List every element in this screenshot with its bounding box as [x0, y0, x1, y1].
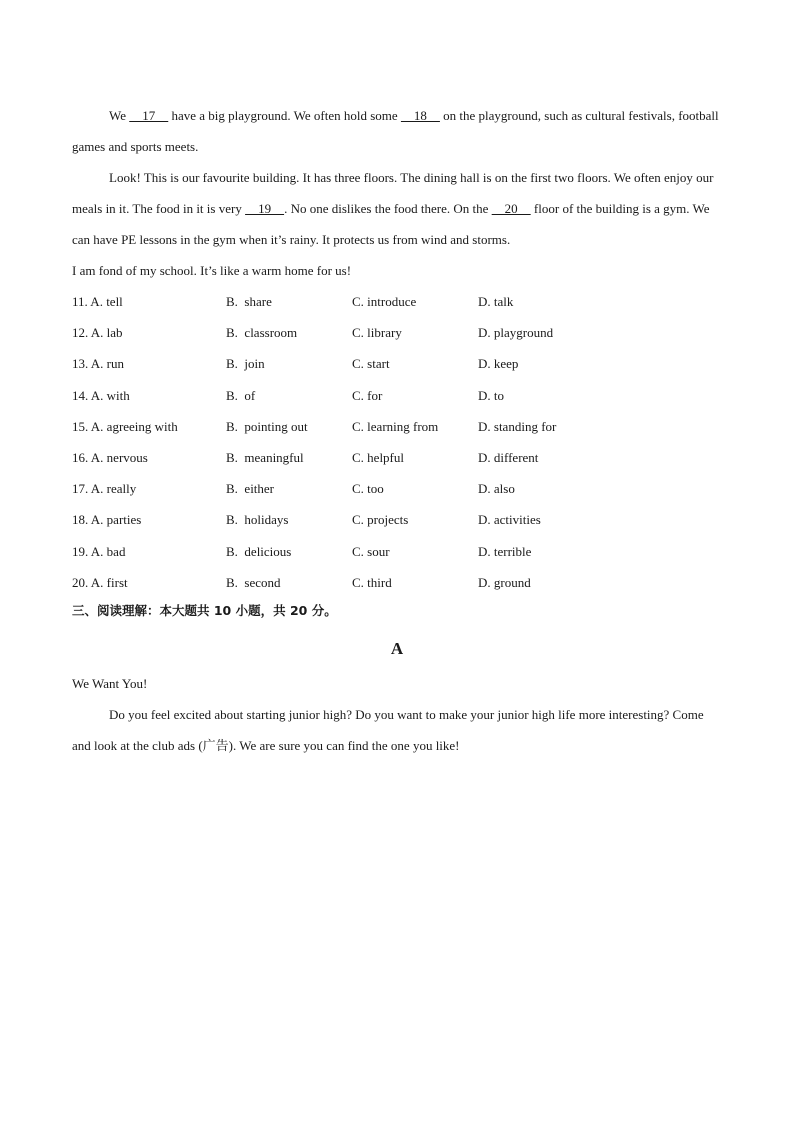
- option-row-15: [72, 411, 722, 442]
- option-row-11: [72, 286, 722, 317]
- passage-paragraph-2: [72, 162, 722, 255]
- blank-19: 19: [245, 201, 285, 216]
- option-a: 17. A. really: [72, 481, 137, 497]
- option-c: C. start: [352, 356, 390, 372]
- option-a: 19. A. bad: [72, 543, 126, 559]
- option-c: C. for: [352, 387, 383, 403]
- passage-intro: Do you feel excited about starting junior high? Do you want to make your junior high life more interesting? Come and look at the club ads (广告). We are sure you can find the one you like!: [72, 706, 704, 753]
- option-d: D. talk: [478, 294, 514, 309]
- option-row-14: [72, 380, 722, 411]
- option-d: D. activities: [478, 512, 541, 528]
- option-d: D. also: [478, 481, 515, 497]
- blank-20: 20: [491, 201, 531, 216]
- option-b: B. join: [226, 356, 265, 372]
- option-b: B. meaningful: [226, 449, 304, 465]
- passage-paragraph-3: I am fond of my school. It’s like a warm home for us!: [72, 263, 352, 278]
- option-d: D. playground: [478, 325, 554, 341]
- option-c: C. helpful: [352, 449, 404, 465]
- option-d: D. to: [478, 387, 504, 403]
- option-row-13: [72, 348, 722, 379]
- option-b: B. holidays: [226, 512, 289, 528]
- passage-paragraph-1: [72, 100, 722, 162]
- option-row-18: [72, 504, 722, 535]
- option-c: C. projects: [352, 512, 409, 528]
- blank-18: 18: [400, 108, 440, 123]
- option-a: 12. A. lab: [72, 325, 123, 341]
- document-page: [72, 100, 722, 761]
- text-run: We: [109, 108, 130, 123]
- option-b: B. delicious: [226, 543, 292, 559]
- option-b: B. either: [226, 481, 275, 497]
- option-a: 14. A. with: [72, 387, 130, 403]
- option-a: 11. A. tell: [72, 294, 123, 309]
- option-d: D. different: [478, 449, 539, 465]
- passage-letter: A: [390, 638, 404, 658]
- options-list: [72, 286, 722, 598]
- option-d: D. standing for: [478, 418, 557, 434]
- blank-17: 17: [129, 108, 169, 123]
- option-c: C. too: [352, 481, 384, 497]
- option-c: C. learning from: [352, 418, 439, 434]
- option-a: 16. A. nervous: [72, 449, 148, 465]
- text-run: . No one dislikes the food there. On the: [284, 201, 492, 216]
- passage-title: We Want You!: [72, 675, 148, 691]
- option-b: B. classroom: [226, 325, 298, 341]
- option-b: B. second: [226, 574, 281, 590]
- section-heading: 三、阅读理解：本大题共 10 小题，共 20 分。: [72, 602, 337, 618]
- option-row-16: [72, 442, 722, 473]
- option-b: B. pointing out: [226, 418, 308, 434]
- option-row-20: [72, 567, 722, 598]
- option-c: C. third: [352, 574, 392, 590]
- option-row-17: [72, 473, 722, 504]
- option-a: 20. A. first: [72, 574, 128, 590]
- option-a: 13. A. run: [72, 356, 124, 372]
- option-b: B. of: [226, 387, 256, 403]
- option-row-12: [72, 317, 722, 348]
- text-run: floor of the building is a gym. We can have PE lessons in the gym when it’s rainy. It protects us from wind and storms.: [72, 201, 710, 247]
- text-run: have a big playground. We often hold some: [168, 108, 401, 123]
- option-c: C. library: [352, 325, 402, 341]
- option-d: D. keep: [478, 356, 519, 372]
- text-run: Look! This is our favourite building. It has three floors. The dining hall is on the first two floors. We often enjoy our meals in it. The food in it is very: [72, 170, 714, 216]
- option-row-19: [72, 536, 722, 567]
- option-c: C. introduce: [352, 294, 417, 309]
- option-d: D. terrible: [478, 543, 532, 559]
- option-a: 15. A. agreeing with: [72, 418, 178, 434]
- text-run: on the playground, such as cultural festivals, football games and sports meets.: [72, 108, 719, 154]
- option-b: B. share: [226, 294, 272, 309]
- option-a: 18. A. parties: [72, 512, 142, 528]
- option-c: C. sour: [352, 543, 390, 559]
- option-d: D. ground: [478, 574, 531, 590]
